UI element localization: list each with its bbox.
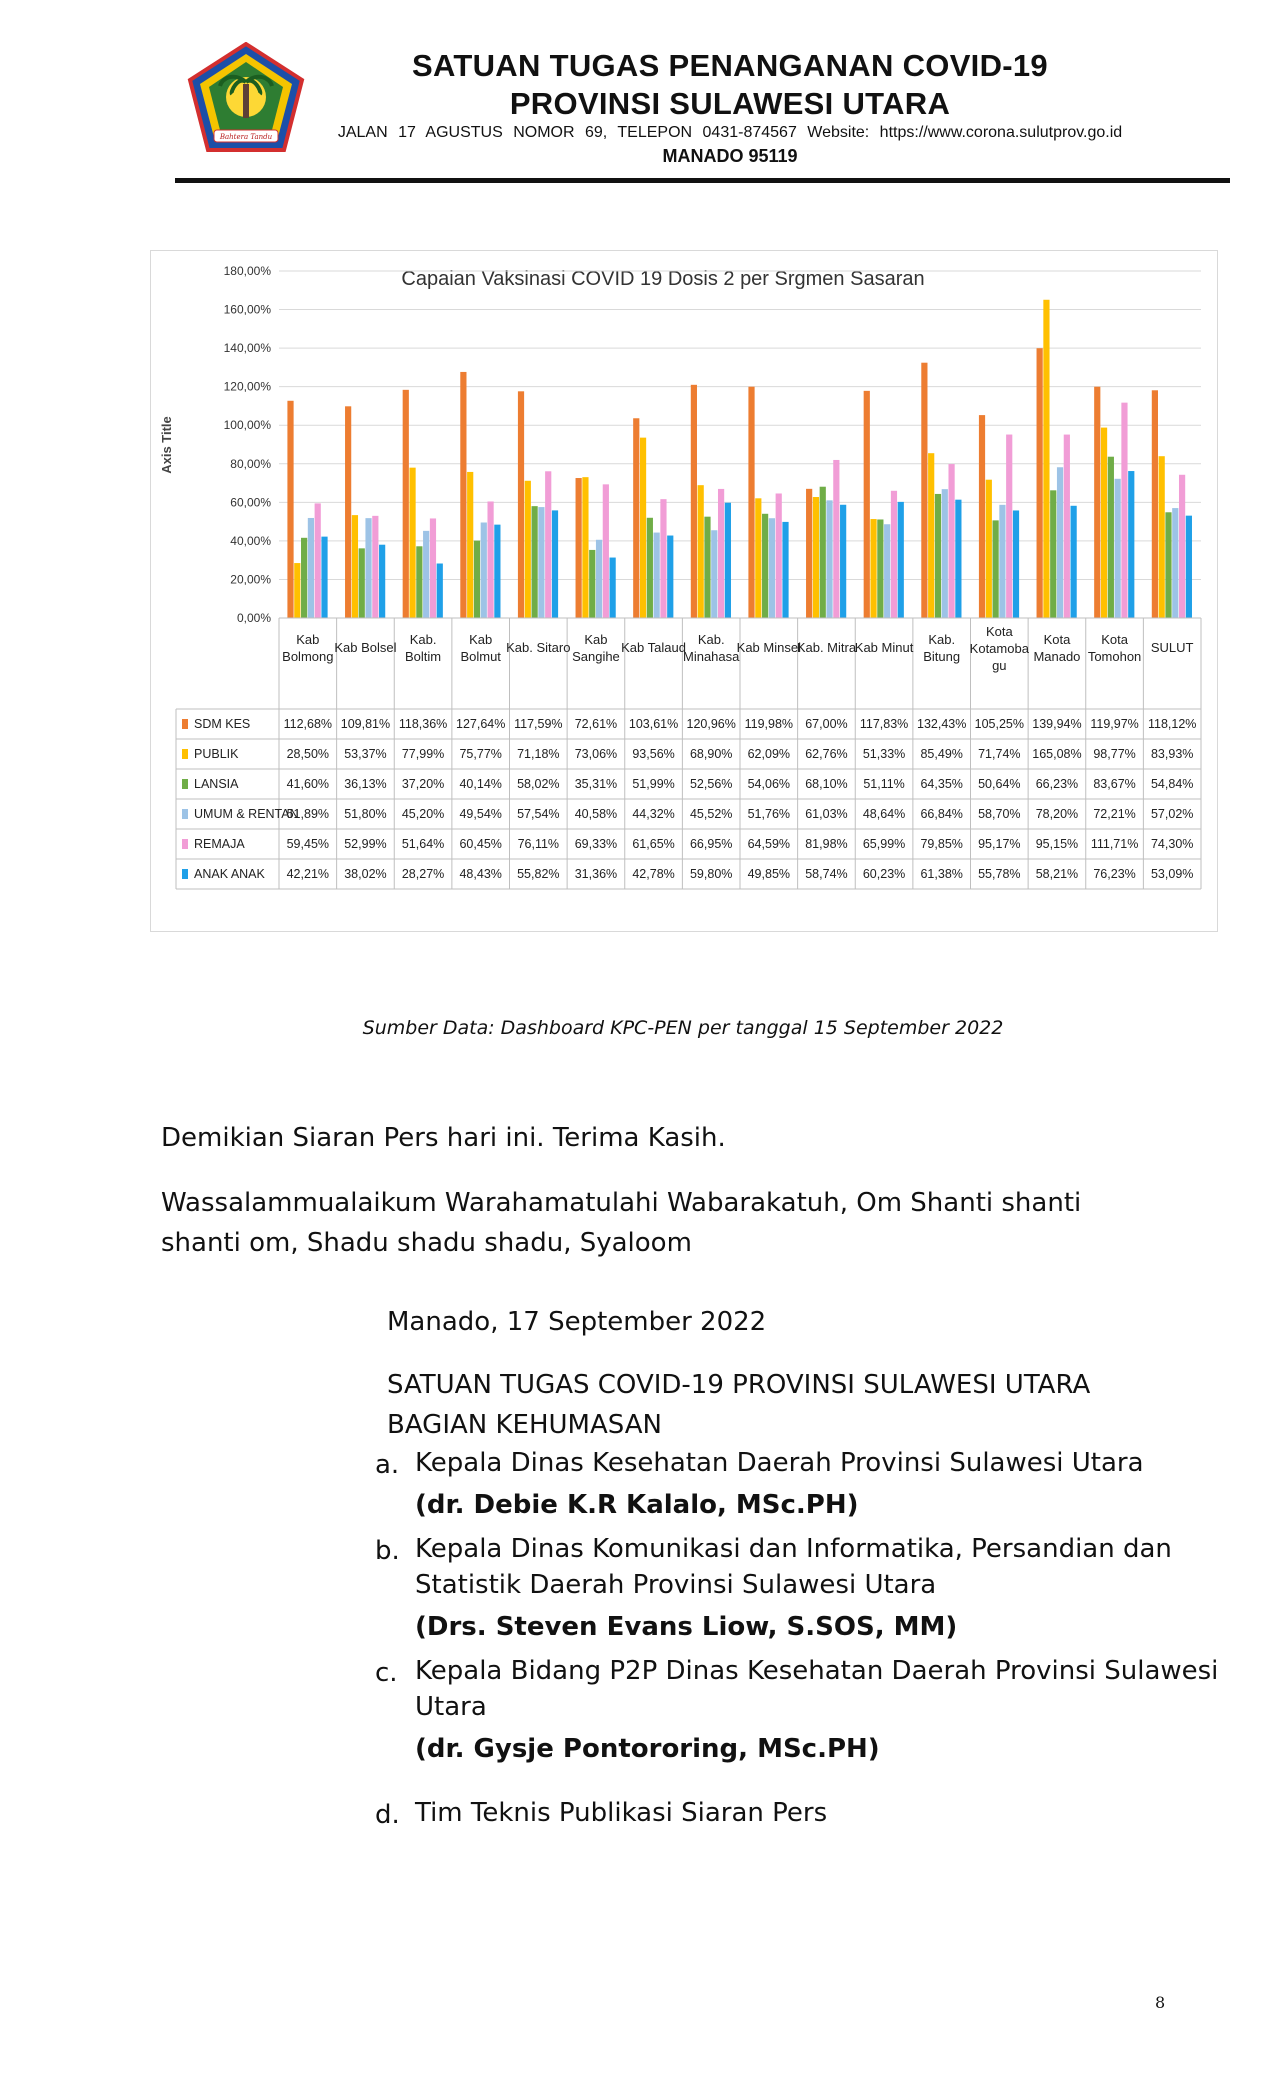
bar: [359, 548, 365, 618]
data-label: 50,64%: [978, 777, 1021, 791]
data-label: 54,06%: [747, 777, 791, 791]
data-label: 58,02%: [517, 777, 560, 791]
data-label: 83,67%: [1093, 777, 1136, 791]
data-label: 132,43%: [917, 717, 967, 731]
bar: [1071, 506, 1077, 618]
data-label: 45,20%: [401, 807, 445, 821]
data-label: 51,33%: [862, 747, 906, 761]
bar: [877, 519, 883, 618]
data-label: 37,20%: [401, 777, 445, 791]
bar: [986, 480, 992, 618]
data-label: 58,70%: [978, 807, 1021, 821]
category-label: SULUT: [1150, 640, 1194, 655]
data-label: 76,23%: [1093, 867, 1136, 881]
page-number: 8: [1155, 1993, 1166, 2012]
data-label: 61,38%: [920, 867, 963, 881]
bar: [345, 406, 351, 618]
legend-key: [182, 809, 188, 819]
data-label: 51,89%: [286, 807, 330, 821]
data-label: 118,12%: [1147, 717, 1197, 731]
y-tick-label: 160,00%: [223, 302, 271, 317]
bar: [294, 563, 300, 618]
data-label: 28,27%: [401, 867, 445, 881]
data-label: 105,25%: [974, 717, 1024, 731]
bar: [1006, 435, 1012, 618]
bar: [1165, 512, 1171, 618]
data-label: 53,09%: [1150, 867, 1194, 881]
legend-key: [182, 839, 188, 849]
data-label: 79,85%: [920, 837, 963, 851]
date-line: Manado, 17 September 2022: [387, 1307, 767, 1337]
data-label: 58,21%: [1035, 867, 1079, 881]
legend-label: REMAJA: [194, 837, 245, 851]
category-label: Kab. Sitaro: [506, 640, 571, 655]
data-label: 57,02%: [1150, 807, 1194, 821]
data-label: 75,77%: [459, 747, 502, 761]
bar: [667, 536, 673, 618]
y-tick-label: 140,00%: [223, 341, 271, 356]
bar: [1172, 508, 1178, 618]
bar: [352, 515, 358, 618]
bar: [403, 390, 409, 618]
bar: [891, 491, 897, 618]
bar: [1064, 435, 1070, 618]
category-label: Kab Talaud: [621, 640, 686, 655]
data-label: 52,56%: [689, 777, 733, 791]
bar: [979, 415, 985, 618]
bar: [365, 518, 371, 618]
header-title-line1: SATUAN TUGAS PENANGANAN COVID-19: [412, 48, 1048, 83]
category-label: Kota: [1101, 632, 1128, 647]
bar: [494, 525, 500, 618]
signatory-letter: b.: [375, 1536, 400, 1566]
data-label: 119,98%: [744, 717, 794, 731]
bar: [610, 558, 616, 618]
legend-label: LANSIA: [194, 777, 239, 791]
data-label: 103,61%: [628, 717, 679, 731]
data-label: 35,31%: [574, 777, 618, 791]
bar: [1101, 428, 1107, 618]
data-label: 38,02%: [344, 867, 387, 881]
data-label: 51,80%: [344, 807, 387, 821]
bar: [660, 499, 666, 618]
data-label: 60,45%: [459, 837, 502, 851]
data-label: 119,97%: [1090, 717, 1139, 731]
bar: [1037, 348, 1043, 618]
bar: [372, 516, 378, 618]
category-label: Kab.: [697, 632, 725, 647]
bar: [1159, 456, 1165, 618]
bar: [820, 487, 826, 618]
bar: [1013, 510, 1019, 618]
signatory-list: [375, 1445, 1235, 1835]
bar: [813, 497, 819, 618]
bar: [884, 524, 890, 618]
data-label: 36,13%: [344, 777, 387, 791]
data-label: 51,11%: [863, 777, 905, 791]
bar: [748, 387, 754, 618]
signatory-letter: c.: [375, 1658, 398, 1688]
data-label: 40,58%: [574, 807, 618, 821]
legend-label: UMUM & RENTAN: [194, 807, 299, 821]
bar: [647, 518, 653, 618]
data-label: 77,99%: [401, 747, 445, 761]
bar: [409, 468, 415, 618]
bar: [321, 537, 327, 618]
bar: [1115, 479, 1121, 618]
data-label: 53,37%: [344, 747, 387, 761]
bar: [525, 481, 531, 618]
signatory-role: Kepala Dinas Kesehatan Daerah Provinsi Sulawesi Utara: [415, 1448, 1144, 1478]
data-label: 68,90%: [689, 747, 733, 761]
closing-sentence: Demikian Siaran Pers hari ini. Terima Kasih.: [161, 1123, 726, 1153]
category-label: Boltim: [405, 649, 442, 664]
data-label: 31,36%: [574, 867, 618, 881]
bar: [935, 494, 941, 618]
bar: [711, 530, 717, 618]
province-emblem-logo: [186, 42, 306, 154]
category-label: Kab Minut: [854, 640, 914, 655]
category-label: Kab.: [928, 632, 956, 647]
data-label: 48,64%: [862, 807, 906, 821]
bar: [999, 505, 1005, 618]
bar: [762, 514, 768, 618]
category-label: Kota: [1043, 632, 1071, 647]
bar: [782, 522, 788, 618]
bar: [582, 477, 588, 618]
data-label: 93,56%: [632, 747, 675, 761]
chart-canvas: [151, 251, 1217, 931]
category-label: Kab: [296, 632, 320, 647]
bar: [460, 372, 466, 618]
vaccination-chart: [150, 250, 1218, 932]
bar: [691, 385, 697, 618]
data-label: 111,71%: [1090, 837, 1139, 851]
legend-key: [182, 779, 188, 789]
signatory-item-a: [375, 1445, 1235, 1525]
data-label: 81,98%: [805, 837, 848, 851]
bar: [898, 502, 904, 618]
data-label: 59,80%: [689, 867, 733, 881]
bar: [437, 564, 443, 618]
bar: [430, 518, 436, 618]
data-label: 44,32%: [632, 807, 675, 821]
data-label: 127,64%: [456, 717, 506, 731]
data-label: 62,09%: [747, 747, 791, 761]
bar: [603, 484, 609, 618]
bar: [870, 519, 876, 618]
bar: [921, 363, 927, 618]
data-label: 118,36%: [398, 717, 448, 731]
signatory-item-b: [375, 1531, 1235, 1647]
category-label: Kab. Mitra: [796, 640, 857, 655]
y-tick-label: 80,00%: [230, 456, 271, 471]
data-label: 66,95%: [689, 837, 733, 851]
signatory-name: (dr. Debie K.R Kalalo, MSc.PH): [415, 1490, 859, 1520]
y-tick-label: 20,00%: [230, 572, 271, 587]
data-label: 54,84%: [1150, 777, 1194, 791]
bar: [467, 472, 473, 618]
data-label: 51,64%: [401, 837, 445, 851]
y-tick-label: 100,00%: [223, 418, 271, 433]
data-label: 68,10%: [805, 777, 848, 791]
data-label: 60,23%: [862, 867, 906, 881]
legend-label: ANAK ANAK: [194, 867, 265, 881]
data-label: 64,35%: [920, 777, 963, 791]
bar: [718, 489, 724, 618]
data-label: 109,81%: [340, 717, 391, 731]
closing-greeting: Wassalammualaikum Warahamatulahi Wabarakatuh, Om Shanti shanti shanti om, Shadu shadu shadu, Syaloom: [161, 1188, 1082, 1258]
bar: [640, 438, 646, 618]
data-label: 57,54%: [517, 807, 560, 821]
data-label: 65,99%: [862, 837, 906, 851]
data-label: 71,74%: [978, 747, 1021, 761]
bar: [725, 503, 731, 618]
signatory-name: (dr. Gysje Pontororing, MSc.PH): [415, 1734, 880, 1764]
data-label: 42,21%: [286, 867, 330, 881]
y-tick-label: 120,00%: [223, 379, 271, 394]
data-label: 117,83%: [859, 717, 909, 731]
data-label: 74,30%: [1150, 837, 1194, 851]
organization-line: SATUAN TUGAS COVID-19 PROVINSI SULAWESI UTARA: [387, 1370, 1091, 1400]
data-label: 98,77%: [1093, 747, 1136, 761]
bar: [379, 545, 385, 618]
data-label: 59,45%: [286, 837, 330, 851]
bar: [633, 418, 639, 618]
data-label: 28,50%: [286, 747, 330, 761]
legend-key: [182, 869, 188, 879]
data-label: 78,20%: [1035, 807, 1079, 821]
bar: [948, 464, 954, 618]
signatory-item-d: [375, 1795, 1235, 1835]
signatory-letter: d.: [375, 1800, 400, 1830]
signatory-name: (Drs. Steven Evans Liow, S.SOS, MM): [415, 1612, 958, 1642]
chart-title: Capaian Vaksinasi COVID 19 Dosis 2 per Srgmen Sasaran: [401, 268, 925, 290]
department-line: BAGIAN KEHUMASAN: [387, 1410, 662, 1440]
bar: [1128, 471, 1134, 618]
data-label: 66,23%: [1035, 777, 1079, 791]
data-label: 61,03%: [805, 807, 848, 821]
data-label: 72,21%: [1093, 807, 1136, 821]
signatory-letter: a.: [375, 1450, 400, 1480]
bar: [423, 531, 429, 618]
bar: [755, 498, 761, 618]
bar: [287, 401, 293, 618]
category-label: Minahasa: [683, 649, 740, 664]
data-label: 83,93%: [1150, 747, 1194, 761]
data-label: 71,18%: [517, 747, 560, 761]
category-label: Sangihe: [572, 649, 620, 664]
category-label: Bolmut: [460, 649, 501, 664]
category-label: Kab: [469, 632, 493, 647]
header-divider: [175, 178, 1230, 183]
bar: [1108, 457, 1114, 618]
y-tick-label: 180,00%: [223, 264, 271, 278]
signatory-item-c: [375, 1653, 1235, 1769]
category-label: Manado: [1033, 649, 1081, 664]
bar: [474, 541, 480, 618]
data-label: 58,74%: [805, 867, 848, 881]
bar: [596, 540, 602, 618]
data-label: 112,68%: [283, 717, 333, 731]
bar: [1057, 467, 1063, 618]
bar: [538, 507, 544, 618]
bar: [1043, 300, 1049, 618]
header-title-line2: PROVINSI SULAWESI UTARA: [509, 86, 951, 121]
bar: [315, 503, 321, 618]
bar: [826, 500, 832, 618]
category-label: Kab: [584, 632, 608, 647]
data-label: 165,08%: [1032, 747, 1082, 761]
bar: [928, 453, 934, 618]
data-label: 51,99%: [632, 777, 675, 791]
data-label: 62,76%: [805, 747, 848, 761]
bar: [576, 478, 582, 618]
data-label: 51,76%: [747, 807, 791, 821]
category-label: Kotamoba: [969, 641, 1029, 656]
category-label: Bolmong: [282, 649, 334, 664]
bar: [993, 520, 999, 618]
data-label: 55,78%: [978, 867, 1021, 881]
data-label: 95,17%: [978, 837, 1021, 851]
y-tick-label: 0,00%: [236, 611, 271, 625]
data-label: 66,84%: [920, 807, 963, 821]
data-label: 52,99%: [344, 837, 387, 851]
category-label: Bitung: [923, 649, 961, 664]
data-label: 49,85%: [747, 867, 791, 881]
bar: [955, 500, 961, 618]
data-label: 69,33%: [574, 837, 618, 851]
bar: [301, 538, 307, 618]
data-label: 48,43%: [459, 867, 502, 881]
signatory-role: Kepala Dinas Komunikasi dan Informatika, Persandian dan Statistik Daerah Provinsi Sulawesi Utara: [415, 1534, 1172, 1600]
legend-label: SDM KES: [194, 717, 251, 731]
legend-label: PUBLIK: [194, 747, 239, 761]
bar: [589, 550, 595, 618]
data-label: 76,11%: [517, 837, 560, 851]
data-label: 85,49%: [920, 747, 963, 761]
data-label: 73,06%: [574, 747, 618, 761]
bar: [840, 505, 846, 618]
bar: [833, 460, 839, 618]
category-label: Kab Bolsel: [334, 640, 397, 655]
data-label: 95,15%: [1035, 837, 1079, 851]
data-label: 40,14%: [459, 777, 502, 791]
bar: [1179, 475, 1185, 618]
bar: [1050, 490, 1056, 618]
legend-key: [182, 749, 188, 759]
bar: [416, 546, 422, 618]
bar: [487, 501, 493, 618]
bar: [552, 510, 558, 618]
bar: [545, 471, 551, 618]
signatory-role: Tim Teknis Publikasi Siaran Pers: [415, 1798, 828, 1828]
y-tick-label: 60,00%: [230, 495, 271, 510]
bar: [481, 522, 487, 618]
svg-text:Bahtera Tandu: Bahtera Tandu: [219, 133, 273, 141]
bar: [1152, 390, 1158, 618]
data-label: 64,59%: [747, 837, 791, 851]
category-label: Tomohon: [1087, 649, 1142, 664]
bar: [532, 506, 538, 618]
data-label: 41,60%: [286, 777, 330, 791]
data-label: 72,61%: [574, 717, 618, 731]
bar: [1121, 403, 1127, 618]
bar: [769, 518, 775, 618]
category-label: Kab Minsel: [736, 640, 801, 655]
bar: [1094, 387, 1100, 618]
y-tick-label: 40,00%: [230, 533, 271, 548]
header-address: JALAN 17 AGUSTUS NOMOR 69, TELEPON 0431-874567 Website: https://www.corona.sulutprov.go.id: [337, 124, 1123, 141]
bar: [698, 485, 704, 618]
bar: [1186, 516, 1192, 618]
data-label: 67,00%: [805, 717, 848, 731]
bar: [308, 518, 314, 618]
header-city: MANADO 95119: [662, 146, 798, 166]
bar: [942, 489, 948, 618]
data-label: 61,65%: [632, 837, 675, 851]
category-label: gu: [992, 658, 1007, 673]
legend-key: [182, 719, 188, 729]
data-label: 49,54%: [459, 807, 502, 821]
bar: [776, 493, 782, 618]
y-axis-title: Axis Title: [159, 416, 174, 474]
data-label: 45,52%: [689, 807, 733, 821]
data-label: 42,78%: [632, 867, 675, 881]
category-label: Kota: [985, 624, 1013, 639]
bar: [864, 391, 870, 618]
source-note: Sumber Data: Dashboard KPC-PEN per tanggal 15 September 2022: [362, 1017, 1004, 1039]
bar: [704, 517, 710, 618]
bar: [806, 489, 812, 618]
signatory-role: Kepala Bidang P2P Dinas Kesehatan Daerah Provinsi Sulawesi Utara: [415, 1656, 1219, 1722]
data-label: 117,59%: [514, 717, 563, 731]
data-label: 120,96%: [686, 717, 736, 731]
category-label: Kab.: [409, 632, 437, 647]
data-label: 139,94%: [1032, 717, 1082, 731]
bar: [654, 533, 660, 618]
bar: [518, 391, 524, 618]
data-label: 55,82%: [517, 867, 560, 881]
